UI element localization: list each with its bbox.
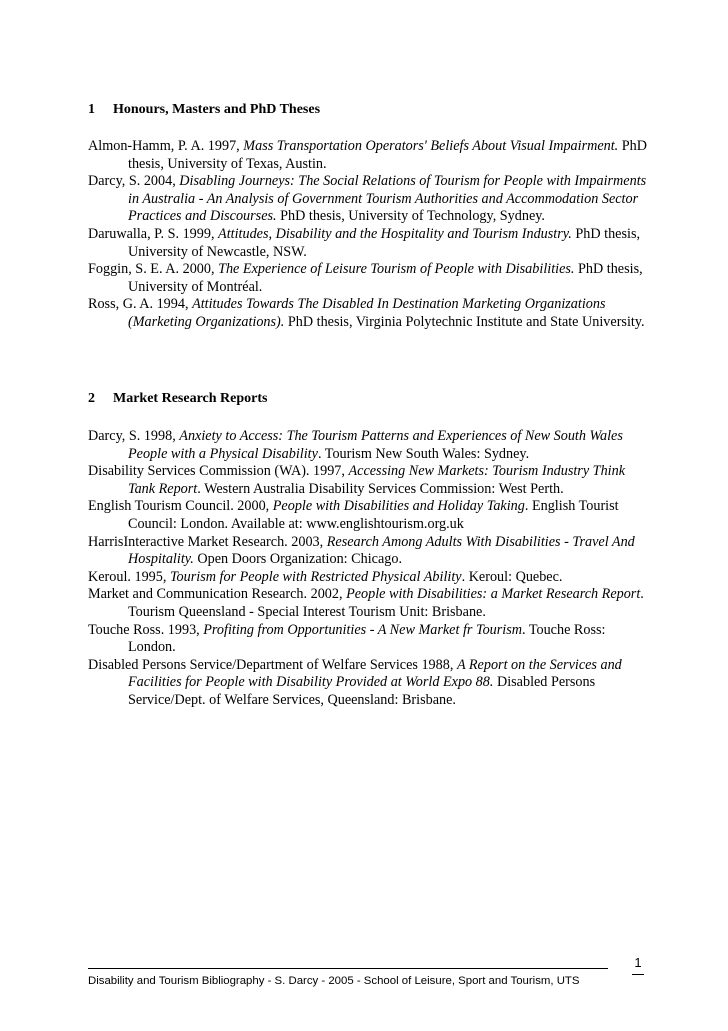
reference-entry: Ross, G. A. 1994, Attitudes Towards The Disabled In Destination Marketing Organizations (Marketing Organizations). PhD thesis, Virginia Polytechnic Institute and State University. — [88, 296, 645, 330]
reference-list-market-research — [88, 428, 648, 710]
reference-entry: Touche Ross. 1993, Profiting from Opportunities - A New Market fr Tourism. Touche Ross: London. — [88, 621, 606, 656]
page-number-underline — [632, 974, 644, 975]
reference-entry: HarrisInteractive Market Research. 2003, Research Among Adults With Disabilities - Travel And Hospitality. Open Doors Organization: Chicago. — [88, 533, 635, 568]
section-heading-theses — [88, 101, 320, 119]
reference-entry: Daruwalla, P. S. 1999, Attitudes, Disability and the Hospitality and Tourism Industry. PhD thesis, University of Newcastle, NSW. — [88, 225, 641, 260]
reference-list-theses — [88, 138, 648, 332]
page-number: 1 — [634, 955, 642, 970]
reference-entry: Market and Communication Research. 2002, People with Disabilities: a Market Research Report. Tourism Queensland - Special Interest Tourism Unit: Brisbane. — [88, 586, 644, 620]
reference-entry: Foggin, S. E. A. 2000, The Experience of Leisure Tourism of People with Disabilities. PhD thesis, University of Montréal. — [88, 261, 643, 295]
section-title: Market Research Reports — [113, 391, 268, 406]
reference-entry: Disabled Persons Service/Department of Welfare Services 1988, A Report on the Services and Facilities for People with Disability Provided at World Expo 88. Disabled Persons Service/Dept. of Welfare Services, Queensland: Brisbane. — [88, 656, 622, 708]
footer-text: Disability and Tourism Bibliography - S. Darcy - 2005 - School of Leisure, Sport and Tourism, UTS — [88, 975, 580, 987]
reference-entry: Darcy, S. 1998, Anxiety to Access: The Tourism Patterns and Experiences of New South Wales People with a Physical Disability. Tourism New South Wales: Sydney. — [88, 428, 623, 462]
reference-entry: Disability Services Commission (WA). 1997, Accessing New Markets: Tourism Industry Think Tank Report. Western Australia Disability Services Commission: West Perth. — [88, 463, 625, 497]
reference-entry: Keroul. 1995, Tourism for People with Restricted Physical Ability. Keroul: Quebec. — [88, 568, 563, 585]
reference-entry: Darcy, S. 2004, Disabling Journeys: The Social Relations of Tourism for People with Impairments in Australia - An Analysis of Government Tourism Authorities and Accommodation Sector Practices and Discourses. PhD thesis, University of Technology, Sydney. — [88, 173, 647, 225]
section-number: 2 — [88, 391, 95, 406]
section-title: Honours, Masters and PhD Theses — [113, 102, 321, 117]
reference-entry: English Tourism Council. 2000, People with Disabilities and Holiday Taking. English Tourist Council: London. Available at: www.englishtourism.org.uk — [88, 498, 619, 532]
footer-divider — [88, 968, 608, 969]
reference-entry: Almon-Hamm, P. A. 1997, Mass Transportation Operators' Beliefs About Visual Impairment. PhD thesis, University of Texas, Austin. — [88, 138, 648, 172]
section-number: 1 — [88, 102, 95, 117]
section-heading-market-research — [88, 390, 267, 408]
